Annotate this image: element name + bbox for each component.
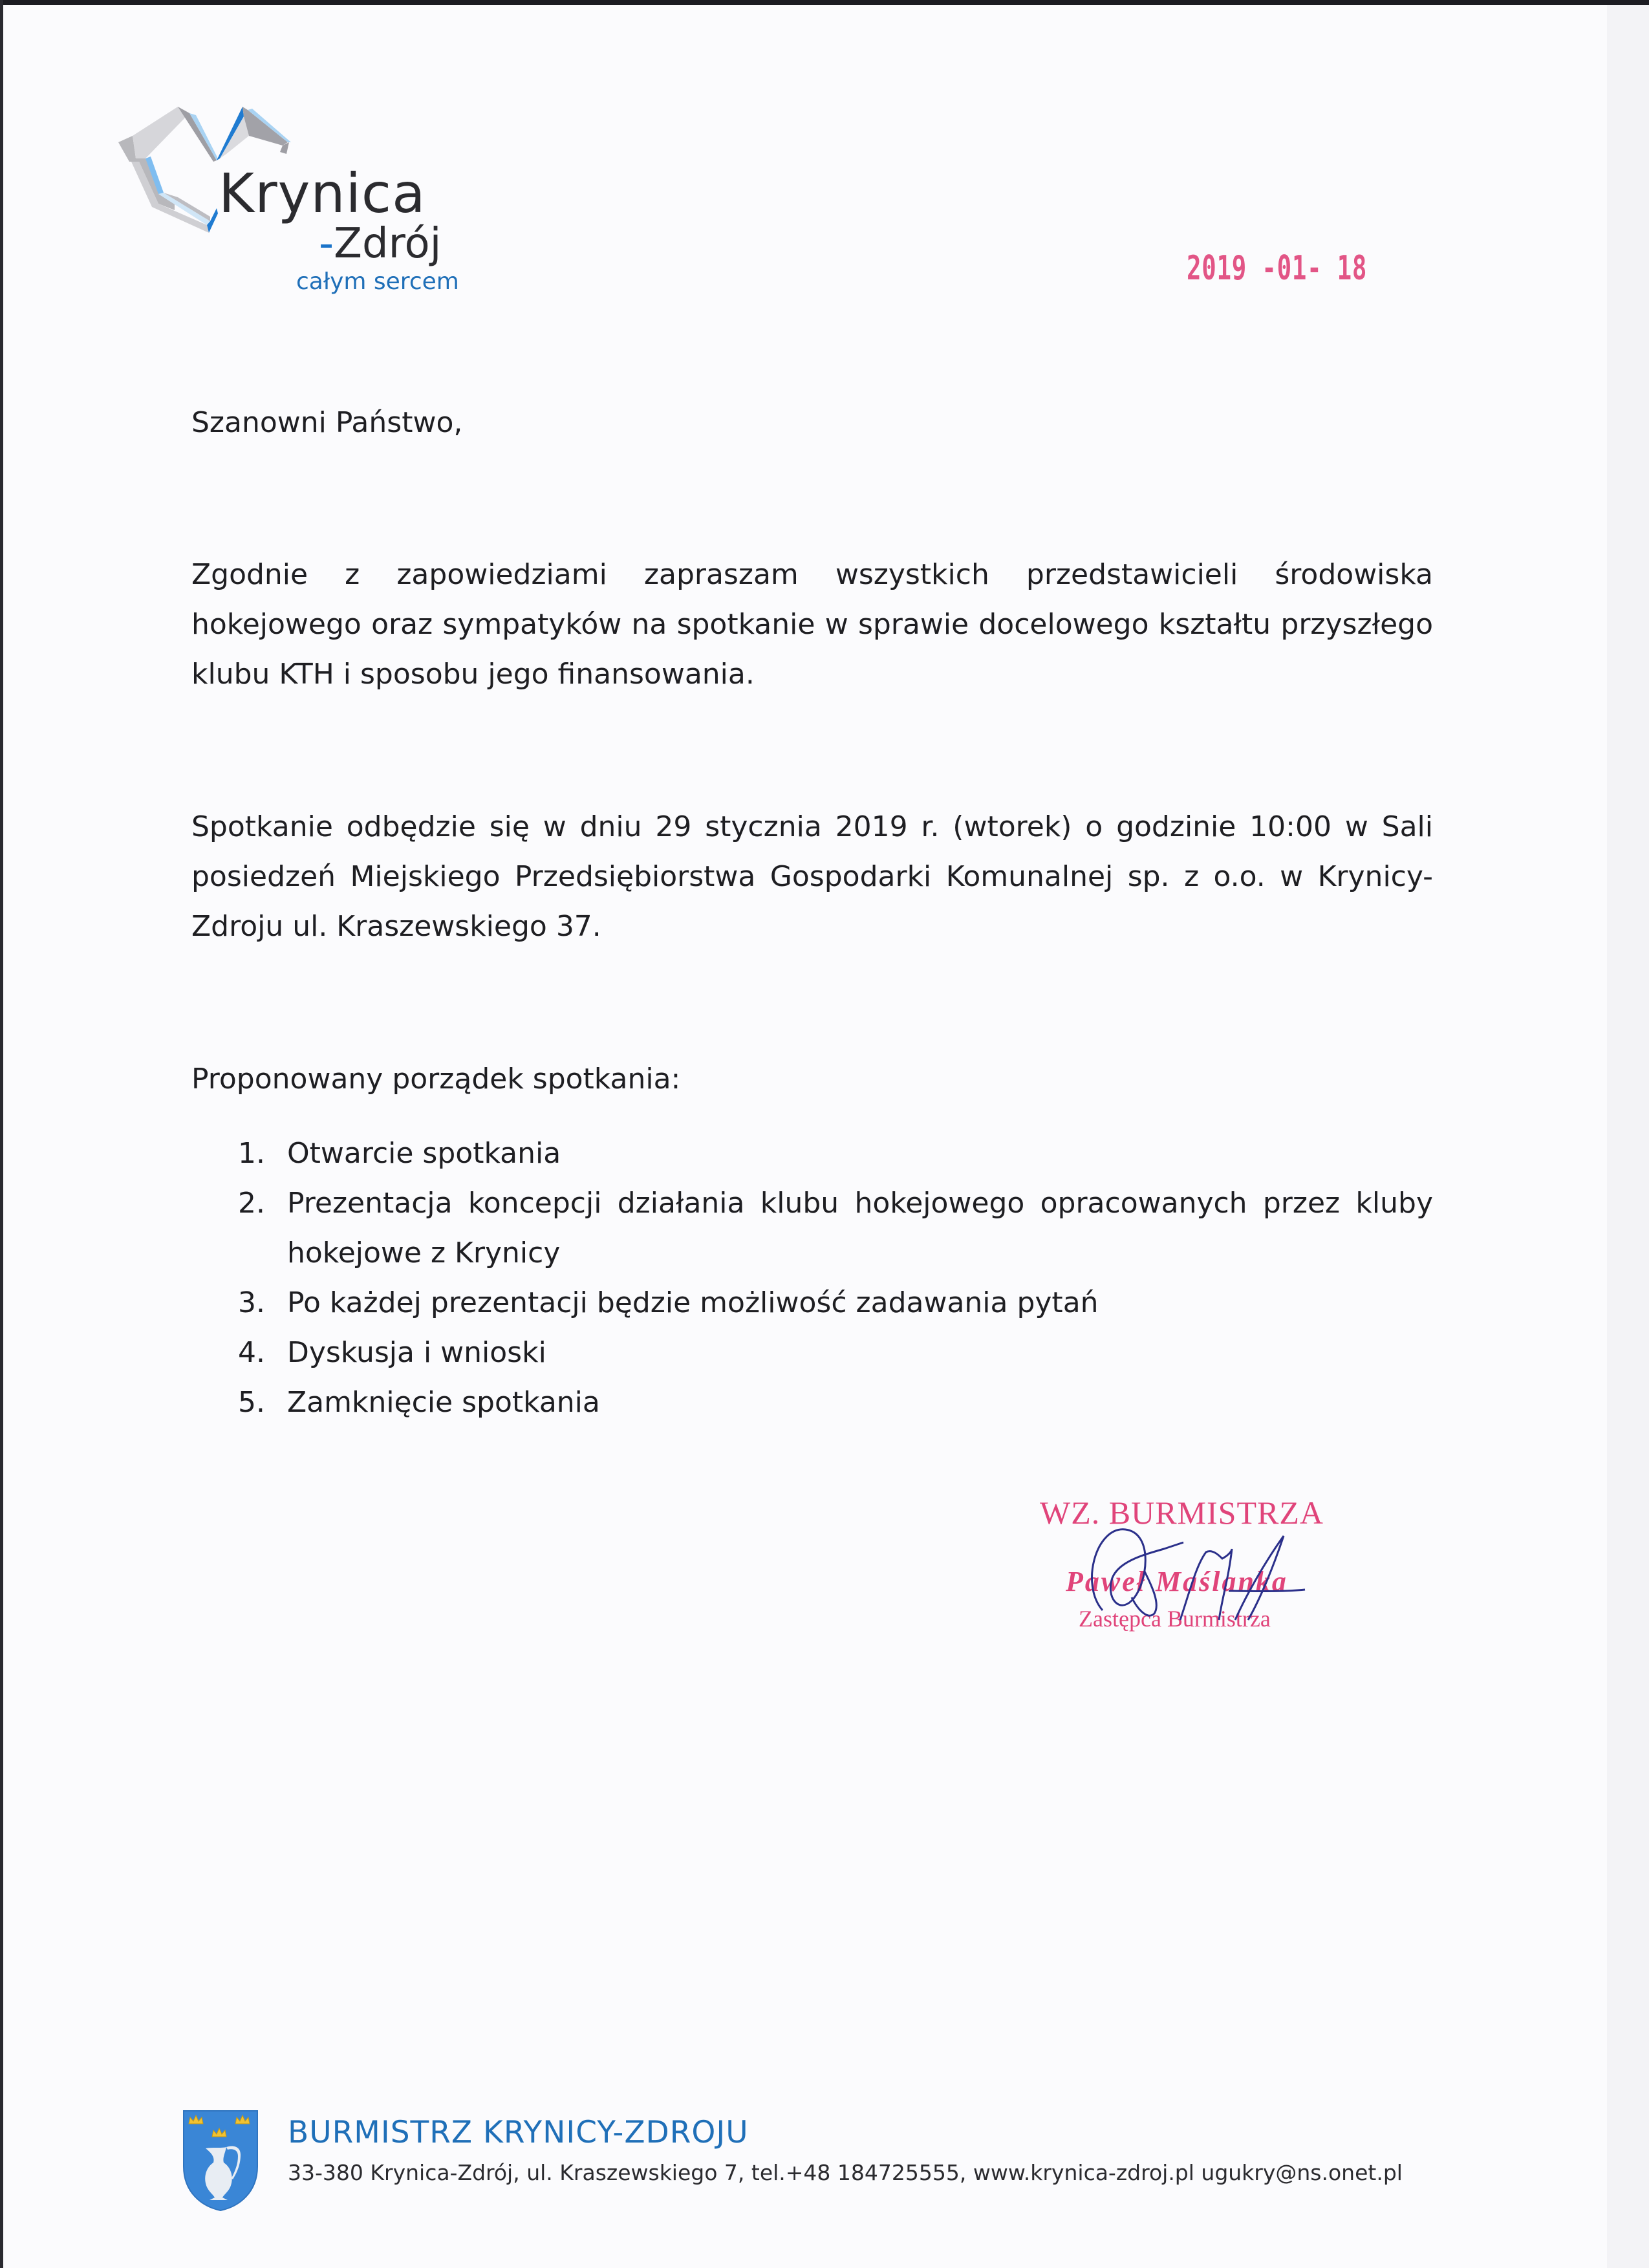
paragraph-invitation: Zgodnie z zapowiedziami zapraszam wszystkich przedstawicieli środowiska hokejowego oraz sympatyków na spotkanie w sprawie docelowego kształtu przyszłego klubu KTH i sposobu jego finansowania. (191, 558, 1433, 691)
agenda-item-number: 5. (238, 1386, 265, 1419)
paragraph-meeting-details: Spotkanie odbędzie się w dniu 29 stycznia 2019 r. (wtorek) o godzinie 10:00 w Sali posiedzeń Miejskiego Przedsiębiorstwa Gospodarki Komunalnej sp. z o.o. w Krynicy-Zdroju ul. Kraszewskiego 37. (191, 810, 1433, 943)
agenda-item (238, 1328, 1433, 1377)
agenda-item-text: Po każdej prezentacji będzie możliwość zadawania pytań (287, 1286, 1099, 1319)
agenda-item (238, 1129, 1433, 1178)
stamp-role: Zastępca Burmistrza (1079, 1606, 1271, 1632)
agenda-item-number: 4. (238, 1336, 265, 1369)
scan-top-edge (0, 0, 1649, 5)
handwritten-signature-icon (1035, 1487, 1332, 1643)
brand-tagline: całym sercem (296, 268, 459, 295)
brand-subname (319, 220, 441, 268)
agenda-item (238, 1178, 1433, 1278)
signature-block (1035, 1487, 1332, 1643)
agenda-item-text: Otwarcie spotkania (287, 1137, 561, 1170)
agenda-title: Proponowany porządek spotkania: (191, 1063, 681, 1096)
agenda-item-number: 1. (238, 1137, 265, 1170)
scan-left-edge (0, 0, 3, 2268)
brand-subname-text: Zdrój (334, 220, 442, 268)
agenda-item-number: 2. (238, 1187, 265, 1220)
brand-name: Krynica (219, 162, 426, 225)
letterhead-logo (113, 97, 475, 295)
stamp-name: Paweł Maślanka (1066, 1566, 1288, 1597)
coat-of-arms-icon (181, 2108, 260, 2212)
stamp-title: WZ. BURMISTRZA (1040, 1495, 1324, 1531)
office-name: BURMISTRZ KRYNICY-ZDROJU (288, 2115, 749, 2150)
footer (181, 2108, 1474, 2205)
date-stamp: 2019 -01- 18 (1187, 249, 1368, 288)
agenda-item-text: Zamknięcie spotkania (287, 1386, 600, 1419)
scan-paper-edge (1607, 5, 1649, 2268)
agenda-item (238, 1278, 1433, 1328)
agenda-item-text: Prezentacja koncepcji działania klubu hokejowego opracowanych przez kluby hokejowe z Krynicy (287, 1187, 1433, 1269)
brand-dash: - (319, 220, 334, 268)
office-address: 33-380 Krynica-Zdrój, ul. Kraszewskiego 7, tel.+48 184725555, www.krynica-zdroj.pl ugukry@ns.onet.pl (288, 2160, 1403, 2185)
agenda-list (238, 1129, 1433, 1427)
agenda-item-text: Dyskusja i wnioski (287, 1336, 546, 1369)
agenda-item (238, 1377, 1433, 1427)
agenda-item-number: 3. (238, 1286, 265, 1319)
salutation: Szanowni Państwo, (191, 406, 463, 439)
